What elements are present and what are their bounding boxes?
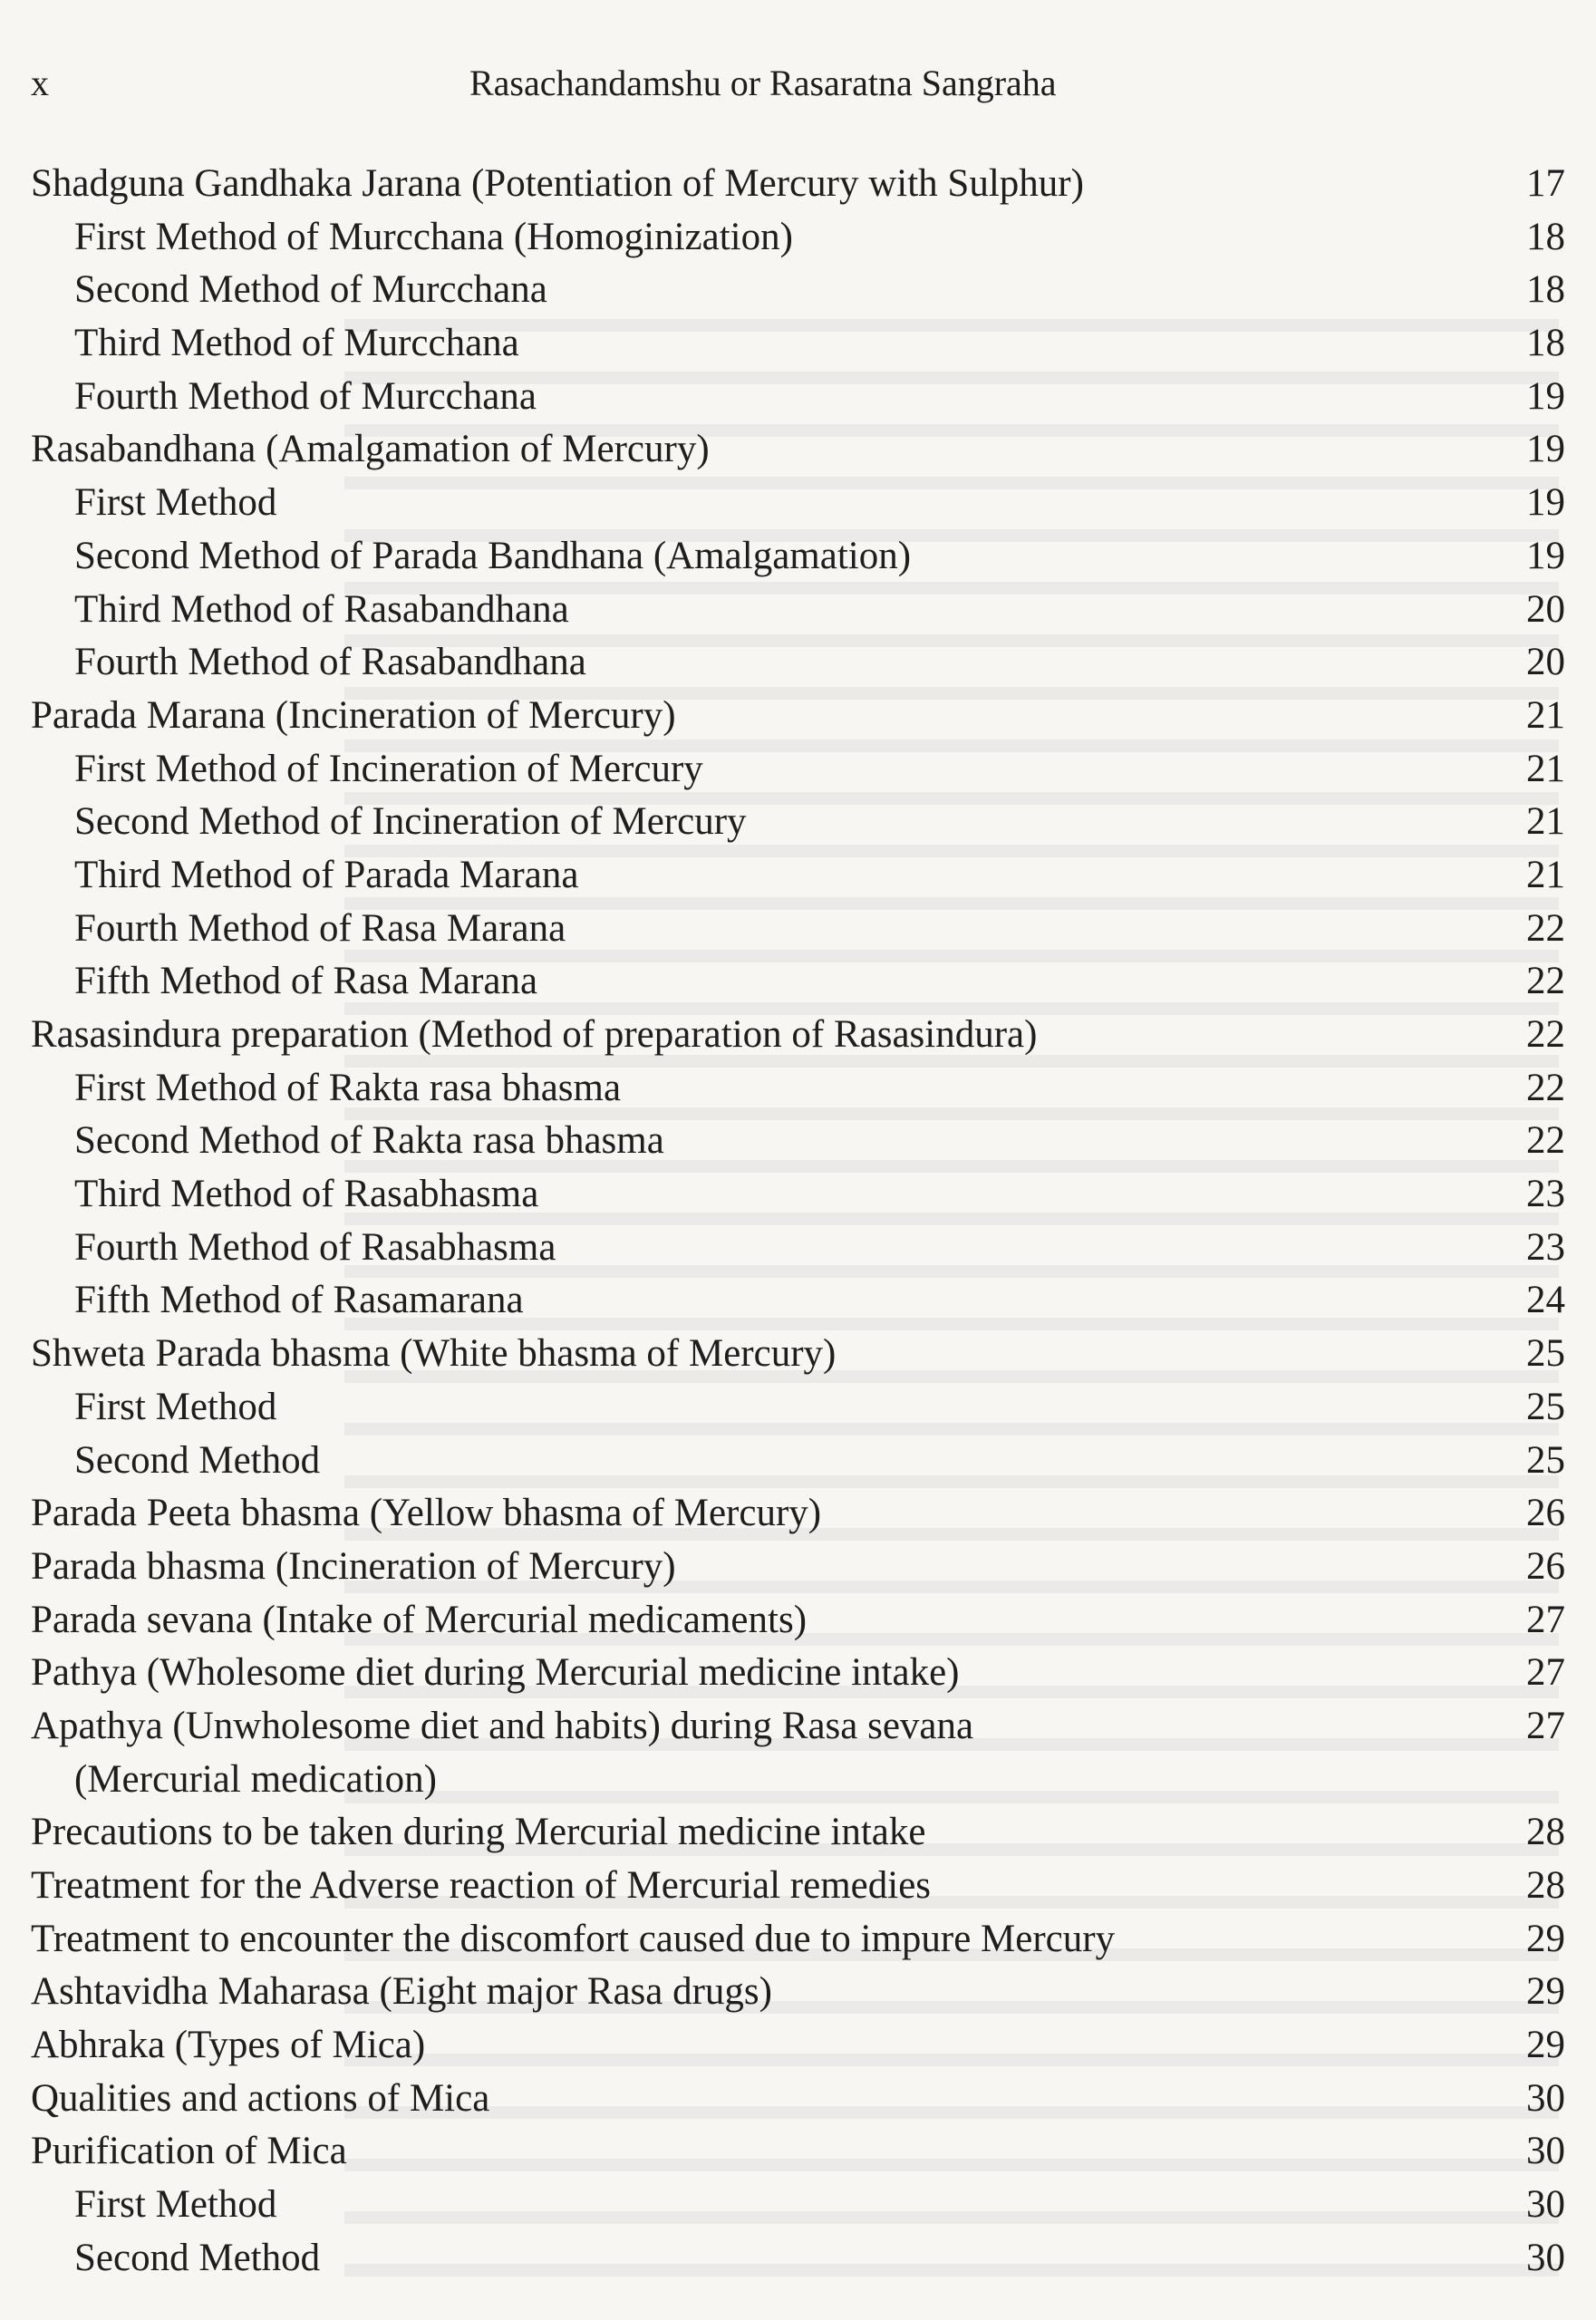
- toc-entry-title: Parada sevana (Intake of Mercurial medicaments): [31, 1598, 808, 1641]
- toc-entry-page-number: 28: [1526, 1864, 1565, 1907]
- toc-entry-page-number: 22: [1526, 1119, 1565, 1163]
- toc-entry: [0, 211, 1596, 265]
- toc-entry-title: Pathya (Wholesome diet during Mercurial medicine intake): [31, 1651, 960, 1695]
- toc-entry-page-number: 27: [1526, 1704, 1565, 1747]
- toc-entry: [0, 2019, 1596, 2073]
- toc-entry-page-number: 30: [1526, 2076, 1565, 2120]
- toc-entry-page-number: 24: [1526, 1279, 1565, 1322]
- toc-entry-title: Apathya (Unwholesome diet and habits) during Rasa sevana: [31, 1704, 974, 1747]
- toc-entry-title: Fourth Method of Murcchana: [74, 374, 537, 418]
- toc-entry-title: Treatment to encounter the discomfort caused due to impure Mercury: [31, 1917, 1116, 1960]
- toc-entry-title: Second Method: [74, 2236, 321, 2279]
- running-title: Rasachandamshu or Rasaratna Sangraha: [469, 63, 1057, 103]
- toc-entry-page-number: 30: [1526, 2183, 1565, 2227]
- toc-entry: [0, 1700, 1596, 1754]
- toc-entry: [0, 903, 1596, 956]
- page-number: x: [31, 63, 49, 103]
- toc-entry: [0, 1487, 1596, 1541]
- toc-entry: [0, 530, 1596, 584]
- toc-entry: [0, 584, 1596, 637]
- toc-entry-title: Fourth Method of Rasabhasma: [74, 1225, 556, 1269]
- toc-entry-page-number: 25: [1526, 1332, 1565, 1376]
- toc-entry-page-number: 19: [1526, 428, 1565, 471]
- toc-entry-page-number: 19: [1526, 481, 1565, 525]
- toc-entry: [0, 1541, 1596, 1594]
- toc-entry-title: Second Method of Parada Bandhana (Amalgamation): [74, 534, 912, 577]
- toc-entry: [0, 1222, 1596, 1275]
- toc-entry-page-number: 18: [1526, 215, 1565, 258]
- toc-entry-page-number: 19: [1526, 374, 1565, 418]
- toc-entry-title: Abhraka (Types of Mica): [31, 2024, 426, 2067]
- toc-entry-title: Second Method of Murcchana: [74, 268, 547, 312]
- toc-entry-page-number: 21: [1526, 800, 1565, 844]
- toc-entry: [0, 1062, 1596, 1116]
- toc-entry-title: First Method of Rakta rasa bhasma: [74, 1066, 622, 1109]
- toc-entry: [0, 2073, 1596, 2126]
- toc-entry-title: Shweta Parada bhasma (White bhasma of Mercury): [31, 1332, 837, 1376]
- toc-entry-page-number: 28: [1526, 1811, 1565, 1854]
- toc-entry: [0, 1435, 1596, 1488]
- toc-entry: [0, 1115, 1596, 1168]
- toc-entry-page-number: 22: [1526, 960, 1565, 1003]
- toc-entry: [0, 423, 1596, 477]
- toc-entry-page-number: 22: [1526, 1013, 1565, 1056]
- toc-entry: [0, 158, 1596, 211]
- toc-entry-page-number: 22: [1526, 906, 1565, 950]
- toc-entry-page-number: 18: [1526, 322, 1565, 365]
- toc-entry: [0, 2125, 1596, 2179]
- toc-entry-page-number: 17: [1526, 162, 1565, 205]
- toc-entry-page-number: 21: [1526, 853, 1565, 896]
- toc-entry-page-number: 20: [1526, 641, 1565, 684]
- toc-entry-title: Third Method of Rasabhasma: [74, 1173, 539, 1216]
- toc-entry-page-number: 20: [1526, 587, 1565, 631]
- toc-entry: [0, 2179, 1596, 2232]
- toc-entry-title: First Method of Murcchana (Homoginization): [74, 215, 793, 258]
- toc-entry-title: Third Method of Murcchana: [74, 322, 519, 365]
- toc-entry-page-number: 21: [1526, 693, 1565, 737]
- toc-entry-title: First Method: [74, 2183, 277, 2227]
- toc-entry-page-number: 30: [1526, 2236, 1565, 2279]
- toc-entry-title: (Mercurial medication): [74, 1757, 437, 1801]
- toc-entry-title: Third Method of Parada Marana: [74, 853, 579, 896]
- toc-entry-page-number: 18: [1526, 268, 1565, 312]
- toc-entry: [0, 1647, 1596, 1700]
- toc-entry: [0, 1860, 1596, 1913]
- toc-entry-title: Fifth Method of Rasa Marana: [74, 960, 538, 1003]
- toc-entry: [0, 477, 1596, 530]
- toc-entry-page-number: 26: [1526, 1492, 1565, 1535]
- toc-entry-title: Fifth Method of Rasamarana: [74, 1279, 524, 1322]
- toc-entry-title: Purification of Mica: [31, 2130, 347, 2173]
- toc-entry-title: Treatment for the Adverse reaction of Mercurial remedies: [31, 1864, 932, 1907]
- toc-entry-page-number: 21: [1526, 747, 1565, 790]
- toc-entry-title: Parada Peeta bhasma (Yellow bhasma of Mercury): [31, 1492, 822, 1535]
- table-of-contents: [0, 158, 1596, 2286]
- toc-entry: [0, 1009, 1596, 1062]
- toc-entry: [0, 690, 1596, 743]
- toc-entry-title: Precautions to be taken during Mercurial medicine intake: [31, 1811, 926, 1854]
- toc-entry-page-number: 29: [1526, 2024, 1565, 2067]
- toc-entry-title: Parada bhasma (Incineration of Mercury): [31, 1544, 676, 1588]
- toc-entry: [0, 1594, 1596, 1648]
- toc-entry-title: Second Method: [74, 1438, 321, 1482]
- toc-entry-title: First Method of Incineration of Mercury: [74, 747, 703, 790]
- toc-entry-title: Shadguna Gandhaka Jarana (Potentiation of Mercury with Sulphur): [31, 162, 1084, 205]
- toc-entry-title: Rasabandhana (Amalgamation of Mercury): [31, 428, 710, 471]
- toc-entry-title: Fourth Method of Rasa Marana: [74, 906, 566, 950]
- toc-entry-page-number: 29: [1526, 1970, 1565, 2014]
- toc-entry-page-number: 25: [1526, 1385, 1565, 1428]
- toc-entry-title: Fourth Method of Rasabandhana: [74, 641, 586, 684]
- toc-entry: [0, 796, 1596, 849]
- toc-entry-page-number: 27: [1526, 1651, 1565, 1695]
- toc-entry-page-number: 23: [1526, 1225, 1565, 1269]
- toc-entry: [0, 1274, 1596, 1328]
- toc-entry-title: Second Method of Rakta rasa bhasma: [74, 1119, 664, 1163]
- toc-entry-title: Ashtavidha Maharasa (Eight major Rasa drugs): [31, 1970, 772, 2014]
- toc-entry-page-number: 27: [1526, 1598, 1565, 1641]
- toc-entry-title: Rasasindura preparation (Method of preparation of Rasasindura): [31, 1013, 1038, 1056]
- toc-entry-title: Second Method of Incineration of Mercury: [74, 800, 747, 844]
- toc-entry: [0, 264, 1596, 317]
- toc-entry: [0, 1913, 1596, 1967]
- toc-entry-title: Qualities and actions of Mica: [31, 2076, 490, 2120]
- toc-entry: [0, 1328, 1596, 1381]
- toc-entry-page-number: 25: [1526, 1438, 1565, 1482]
- toc-entry: [0, 2232, 1596, 2286]
- toc-entry: [0, 743, 1596, 797]
- toc-entry-page-number: 30: [1526, 2130, 1565, 2173]
- toc-entry-title: First Method: [74, 481, 277, 525]
- toc-entry-title: First Method: [74, 1385, 277, 1428]
- toc-entry: [0, 955, 1596, 1009]
- toc-entry-page-number: 23: [1526, 1173, 1565, 1216]
- toc-entry: [0, 1966, 1596, 2019]
- toc-entry-page-number: 29: [1526, 1917, 1565, 1960]
- toc-entry: [0, 636, 1596, 690]
- toc-entry: [0, 849, 1596, 903]
- toc-entry: [0, 1381, 1596, 1435]
- toc-entry: [0, 371, 1596, 424]
- toc-entry-title: Third Method of Rasabandhana: [74, 587, 569, 631]
- toc-entry-page-number: 19: [1526, 534, 1565, 577]
- toc-entry: [0, 1168, 1596, 1222]
- toc-entry-page-number: 22: [1526, 1066, 1565, 1109]
- toc-entry: [0, 1754, 1596, 1807]
- toc-entry: [0, 1806, 1596, 1860]
- toc-entry-title: Parada Marana (Incineration of Mercury): [31, 693, 676, 737]
- toc-entry-page-number: 26: [1526, 1544, 1565, 1588]
- toc-entry: [0, 317, 1596, 371]
